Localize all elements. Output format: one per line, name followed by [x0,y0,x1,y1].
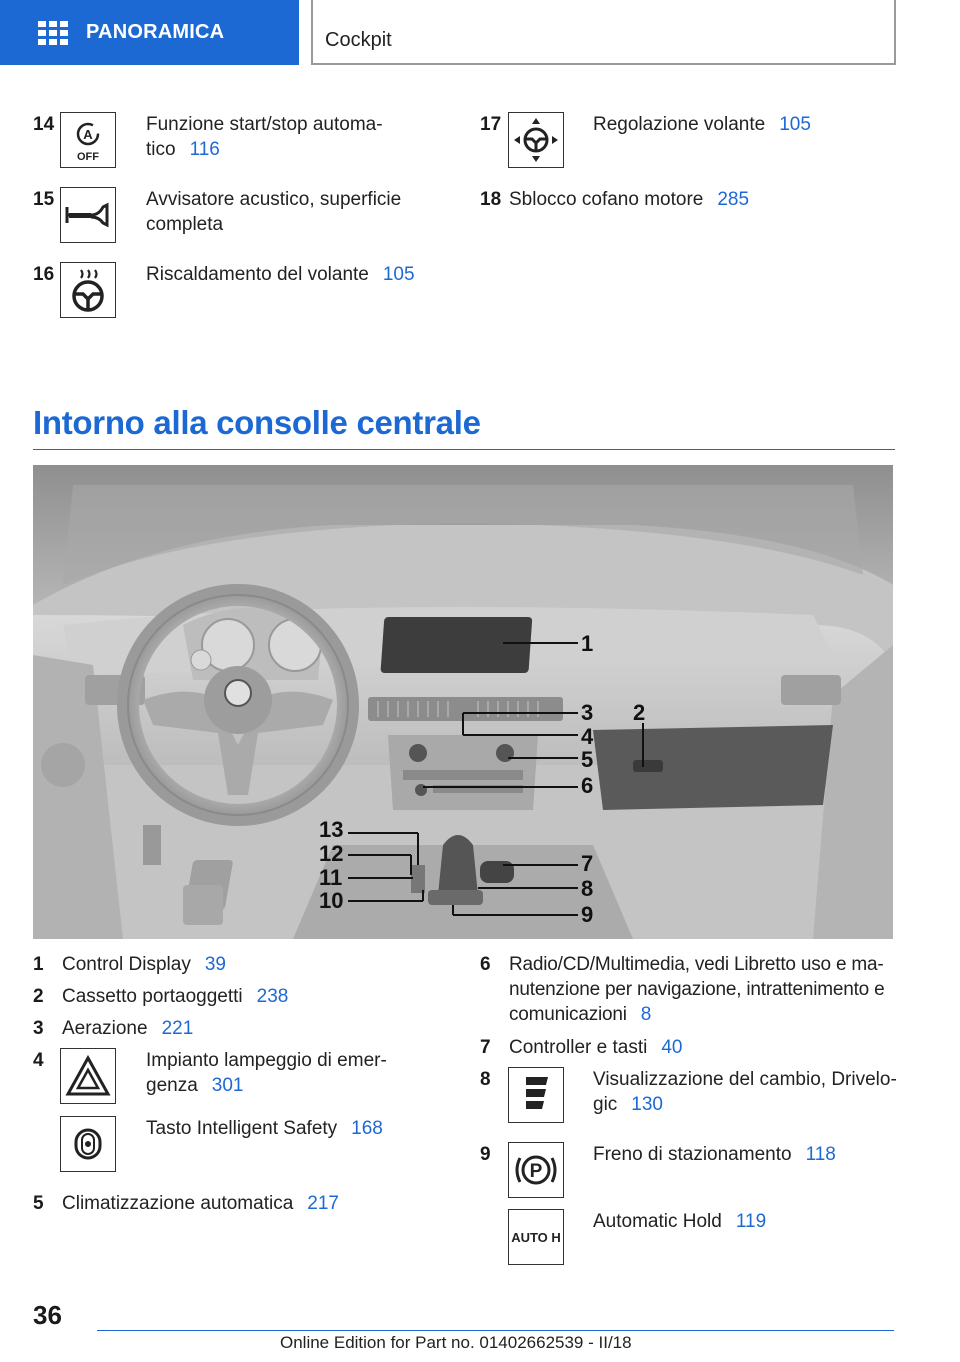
item-number: 4 [33,1050,44,1071]
hazard-warning-icon [60,1048,116,1104]
page-number: 36 [33,1300,62,1330]
item-number: 6 [480,954,491,975]
page-link[interactable]: 39 [204,954,226,975]
item-text: Impianto lampeggio di emer- genza 301 [146,1050,387,1096]
item-text: Radio/CD/Multimedia, vedi Libretto uso e ma- nutenzione per navigazione, intrattenimento e comunicazioni 8 [509,954,885,1025]
callout-label: 10 [319,888,344,913]
item-text: Sblocco cofano motore 285 [509,189,750,210]
page-link[interactable]: 221 [161,1018,194,1039]
item-text: Riscaldamento del volante 105 [146,264,415,285]
callout-label: 6 [581,773,594,798]
steering-wheel-adjust-icon [508,112,564,168]
edition-footer: Online Edition for Part no. 01402662539 - II/18 [280,1333,632,1352]
drivelogic-icon [508,1067,564,1123]
section-tab-label: PANORAMICA [86,21,225,43]
page-link[interactable]: 118 [805,1144,836,1165]
item-text: Freno di stazionamento 118 [593,1144,836,1165]
parking-brake-icon [508,1142,564,1198]
page-link[interactable]: 116 [189,139,220,160]
item-text: Control Display 39 [62,954,226,975]
callout-label: 7 [581,851,594,876]
steering-wheel-heating-icon [60,262,116,318]
chapter-title: Cockpit [325,29,392,51]
item-number: 18 [480,189,502,210]
page-link[interactable]: 285 [717,189,750,210]
svg-text:OFF: OFF [77,151,99,163]
item-text: Automatic Hold 119 [593,1211,767,1232]
item-number: 14 [33,114,55,135]
callout-label: 8 [581,876,594,901]
item-text: Regolazione volante 105 [593,114,811,135]
svg-text:P: P [529,1161,543,1182]
footer-rule [97,1330,894,1331]
callout-label: 5 [581,747,594,772]
callout-label: 1 [581,631,594,656]
horn-icon [60,187,116,243]
page-link[interactable]: 238 [256,986,289,1007]
callout-label: 13 [319,817,344,842]
page-link[interactable]: 130 [631,1094,663,1115]
section-tab[interactable] [0,0,299,65]
item-number: 2 [33,986,44,1007]
item-number: 17 [480,114,502,135]
page-link[interactable]: 40 [661,1037,683,1058]
item-number: 8 [480,1069,491,1090]
item-text: Aerazione 221 [62,1018,194,1039]
page-link[interactable]: 217 [307,1193,339,1214]
item-text: Cassetto portaoggetti 238 [62,986,289,1007]
heading-rule [33,449,895,450]
callout-label: 4 [581,724,594,749]
item-text: Visualizzazione del cambio, Drivelo- gic 130 [593,1069,897,1115]
item-number: 5 [33,1193,44,1214]
page-link[interactable]: 168 [351,1118,383,1139]
item-text: Tasto Intelligent Safety 168 [146,1118,383,1139]
item-text: Climatizzazione automatica 217 [62,1193,339,1214]
item-text: Avvisatore acustico, superficie completa [146,189,402,235]
svg-text:A: A [83,127,93,142]
callout-label: 2 [633,700,646,725]
header-box [311,0,896,65]
callout-label: 12 [319,841,344,866]
intelligent-safety-icon [60,1116,116,1172]
grid-menu-icon [38,21,68,45]
item-number: 3 [33,1018,44,1039]
item-number: 7 [480,1037,491,1058]
page-link[interactable]: 105 [382,264,415,285]
item-text: Controller e tasti 40 [509,1037,683,1058]
callout-label: 3 [581,700,594,725]
auto-hold-icon: AUTO H [508,1209,564,1265]
dashboard-illustration [33,465,893,939]
item-number: 15 [33,189,55,210]
page-link[interactable]: 119 [735,1211,767,1232]
page-link[interactable]: 105 [779,114,811,135]
item-number: 9 [480,1144,491,1165]
page-link[interactable]: 301 [211,1075,244,1096]
callout-label: 11 [319,865,343,890]
callout-label: 9 [581,902,594,927]
auto-start-stop-off-icon [60,112,116,168]
item-text: Funzione start/stop automa- tico 116 [146,114,383,160]
item-number: 16 [33,264,55,285]
item-number: 1 [33,954,44,975]
page-link[interactable]: 8 [640,1004,652,1025]
section-heading: Intorno alla consolle centrale [33,404,481,441]
